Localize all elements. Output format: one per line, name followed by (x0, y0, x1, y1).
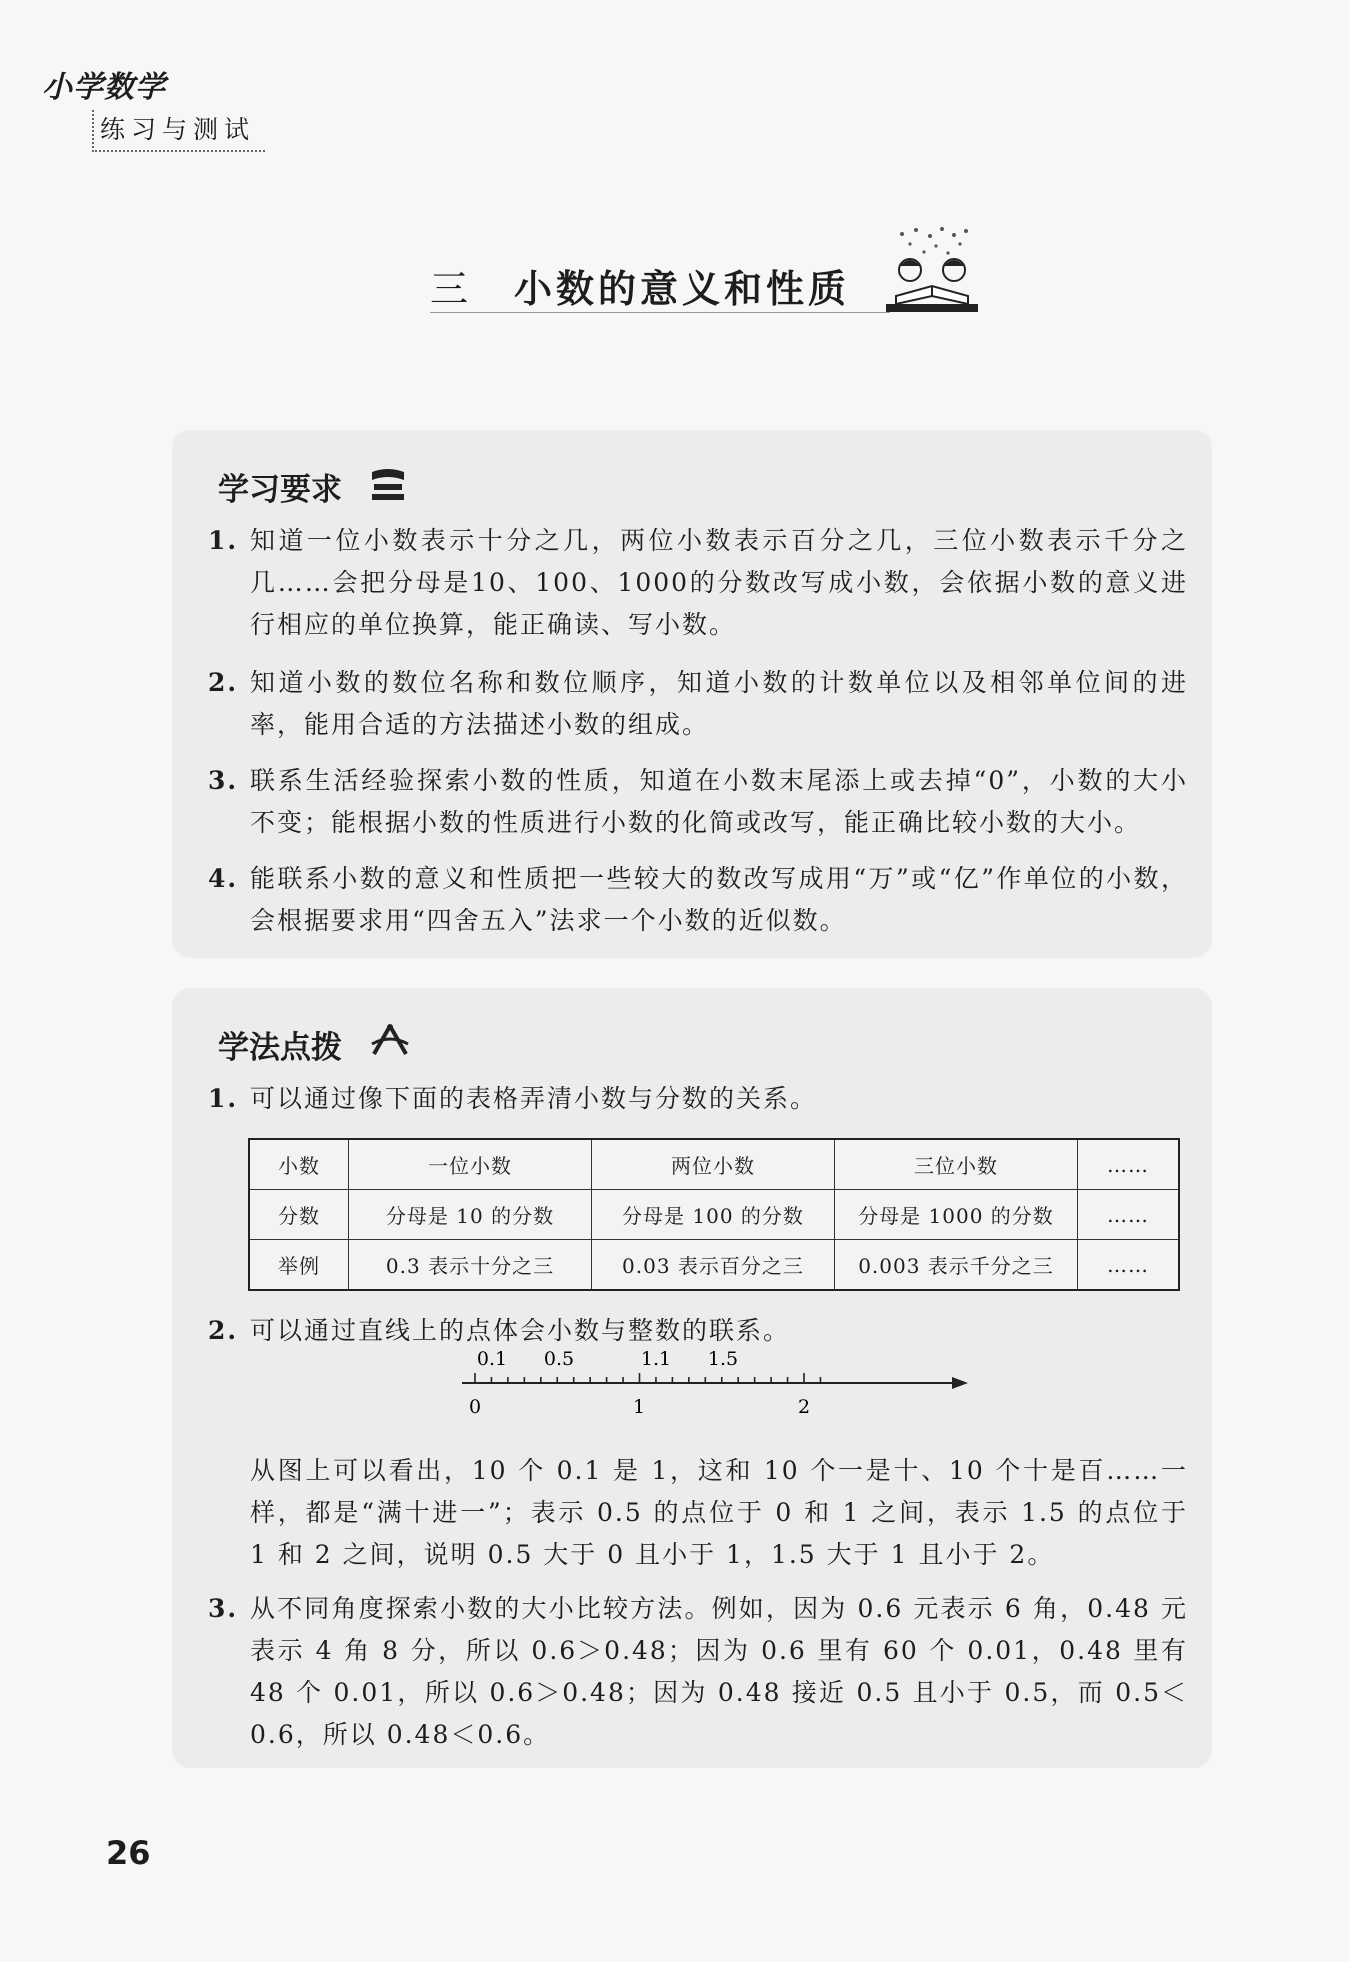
number-line-bottom-label: 0 (468, 1396, 482, 1418)
table-cell: 三位小数 (835, 1139, 1078, 1190)
requirement-item: 4. 能联系小数的意义和性质把一些较大的数改写成用“万”或“亿”作单位的小数，会根据要求用“四舍五入”法求一个小数的近似数。 (208, 864, 1188, 935)
compass-icon (368, 1022, 412, 1062)
chapter-title (430, 258, 850, 313)
methods-box (172, 988, 1212, 1768)
requirements-box (172, 430, 1212, 958)
method-item-1: 1. 可以通过像下面的表格弄清小数与分数的关系。 (208, 1084, 818, 1113)
table-cell: 分母是 10 的分数 (349, 1190, 592, 1240)
table-cell: 一位小数 (349, 1139, 592, 1190)
reading-kids-icon (882, 226, 982, 316)
number-line-top-label: 0.5 (543, 1348, 575, 1370)
table-cell: 分数 (249, 1190, 349, 1240)
requirement-item: 1. 知道一位小数表示十分之几，两位小数表示百分之几，三位小数表示千分之几……会把分母是10、100、1000的分数改写成小数，会依据小数的意义进行相应的单位换算，能正确读、写小数。 (208, 526, 1188, 639)
method-item-2-explanation: 从图上可以看出，10 个 0.1 是 1，这和 10 个一是十、10 个十是百……一样，都是“满十进一”；表示 0.5 的点位于 0 和 1 之间，表示 1.5 的点位于 1 和 2 之间，说明 0.5 大于 0 且小于 1，1.5 大于 1 且小于 2。 (250, 1456, 1188, 1569)
number-line-bottom-label: 1 (632, 1396, 646, 1418)
number-line-top-label: 0.1 (476, 1348, 508, 1370)
chapter-number: 三 (430, 267, 473, 311)
table-row (249, 1139, 1179, 1190)
book-stack-icon (368, 466, 408, 504)
requirement-item: 2. 知道小数的数位名称和数位顺序，知道小数的计数单位以及相邻单位间的进率，能用合适的方法描述小数的组成。 (208, 668, 1188, 739)
chapter-underline (430, 312, 890, 313)
brand-subtitle: 练习与测试 (92, 110, 265, 152)
table-cell: 小数 (249, 1139, 349, 1190)
decimal-fraction-table (248, 1138, 1180, 1291)
requirement-item: 3. 联系生活经验探索小数的性质，知道在小数末尾添上或去掉“0”，小数的大小不变；能根据小数的性质进行小数的化简或改写，能正确比较小数的大小。 (208, 766, 1188, 837)
table-cell: 0.3 表示十分之三 (349, 1240, 592, 1291)
brand (42, 62, 265, 152)
methods-heading: 学法点拨 (218, 1030, 342, 1066)
table-cell: 举例 (249, 1240, 349, 1291)
table-cell: …… (1078, 1139, 1180, 1190)
number-line-bottom-label: 2 (797, 1396, 811, 1418)
number-line (452, 1343, 972, 1423)
table-cell: 两位小数 (592, 1139, 835, 1190)
table-row (249, 1240, 1179, 1291)
number-line-top-label: 1.5 (707, 1348, 739, 1370)
method-item-2: 2. 可以通过直线上的点体会小数与整数的联系。 (208, 1316, 791, 1345)
table-cell: 0.003 表示千分之三 (835, 1240, 1078, 1291)
requirements-heading: 学习要求 (218, 472, 342, 508)
chapter-name: 小数的意义和性质 (514, 266, 851, 311)
table-cell: …… (1078, 1190, 1180, 1240)
table-cell: 分母是 100 的分数 (592, 1190, 835, 1240)
table-cell: 0.03 表示百分之三 (592, 1240, 835, 1291)
method-item-3: 3. 从不同角度探索小数的大小比较方法。例如，因为 0.6 元表示 6 角，0.48 元表示 4 角 8 分，所以 0.6＞0.48；因为 0.6 里有 60 个 0.01，0.48 里有 48 个 0.01，所以 0.6＞0.48；因为 0.48 接近 0.5 且小于 0.5，而 0.5＜0.6，所以 0.48＜0.6。 (208, 1594, 1188, 1749)
number-line-top-label: 1.1 (640, 1348, 672, 1370)
brand-title: 小学数学 (42, 70, 166, 105)
table-cell: 分母是 1000 的分数 (835, 1190, 1078, 1240)
table-row (249, 1190, 1179, 1240)
page-number: 26 (106, 1834, 151, 1872)
table-cell: …… (1078, 1240, 1180, 1291)
